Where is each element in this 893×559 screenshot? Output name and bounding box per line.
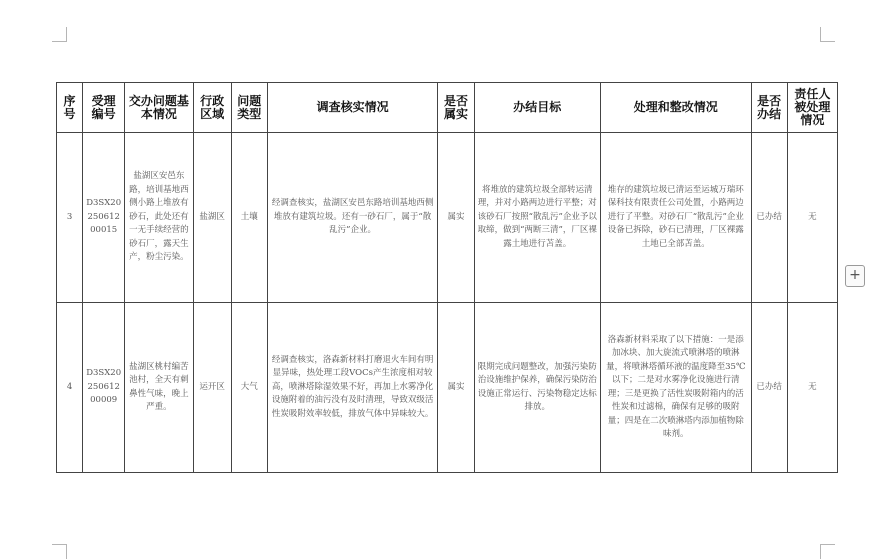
cell-accountability: 无 — [787, 133, 837, 303]
cell-investigation: 经调查核实，洛森新材料打磨退火车间有明显异味，热处理工段VOCs产生浓度相对较高，喷淋塔除湿效果不好，再加上水雾净化设施附着的油污没有及时清理，导致双级活性炭吸附效率较低，排放气体中异味较大。 — [267, 303, 438, 473]
header-goal: 办结目标 — [474, 83, 600, 133]
cell-verified: 属实 — [438, 303, 474, 473]
header-problem: 交办问题基本情况 — [125, 83, 193, 133]
cell-accountability: 无 — [787, 303, 837, 473]
cell-goal: 将堆放的建筑垃圾全部转运清理，并对小路两边进行平整；对该砂石厂按照“散乱污”企业予以取缔，做到“两断三清”，厂区裸露土地进行苫盖。 — [474, 133, 600, 303]
cell-seq: 3 — [57, 133, 83, 303]
cell-verified: 属实 — [438, 133, 474, 303]
header-handling: 处理和整改情况 — [601, 83, 752, 133]
cell-investigation: 经调查核实，盐湖区安邑东路培训基地西侧堆放有建筑垃圾。还有一砂石厂，属于“散乱污”企业。 — [267, 133, 438, 303]
cell-id: D3SX2025061200015 — [83, 133, 125, 303]
header-accountability: 责任人被处理情况 — [787, 83, 837, 133]
header-region: 行政区域 — [193, 83, 231, 133]
header-seq: 序号 — [57, 83, 83, 133]
page-corner-mark-top-right — [820, 27, 835, 42]
cell-type: 土壤 — [231, 133, 267, 303]
page-corner-mark-bottom-left — [52, 544, 67, 559]
header-verified: 是否属实 — [438, 83, 474, 133]
cell-id: D3SX2025061200009 — [83, 303, 125, 473]
add-row-button[interactable]: + — [845, 265, 865, 287]
cell-problem: 盐湖区安邑东路，培训基地西侧小路上堆放有砂石，此处还有一无手续经营的砂石厂，露天生产，粉尘污染。 — [125, 133, 193, 303]
cell-closed: 已办结 — [751, 133, 787, 303]
cell-handling: 洛森新材料采取了以下措施：一是添加冰块、加大旋流式喷淋塔的喷淋量，将喷淋塔循环液的温度降至35℃以下；二是对水雾净化设施进行清理；三是更换了活性炭吸附箱内的活性炭和过滤棉，确保有足够的吸附量；四是在二次喷淋塔内添加植物除味剂。 — [601, 303, 752, 473]
header-id: 受理编号 — [83, 83, 125, 133]
table-row — [57, 303, 838, 473]
inspection-table — [56, 82, 838, 473]
cell-seq: 4 — [57, 303, 83, 473]
cell-closed: 已办结 — [751, 303, 787, 473]
page-corner-mark-bottom-right — [820, 544, 835, 559]
cell-region: 运开区 — [193, 303, 231, 473]
cell-goal: 限期完成问题整改，加强污染防治设施维护保养，确保污染防治设施正常运行、污染物稳定达标排放。 — [474, 303, 600, 473]
header-investigation: 调查核实情况 — [267, 83, 438, 133]
cell-type: 大气 — [231, 303, 267, 473]
cell-handling: 堆存的建筑垃圾已清运至运城万瑞环保科技有限责任公司处置，小路两边进行了平整。对砂石厂“散乱污”企业设备已拆除，砂石已清理，厂区裸露土地已全部苫盖。 — [601, 133, 752, 303]
table-header-row — [57, 83, 838, 133]
header-type: 问题类型 — [231, 83, 267, 133]
cell-problem: 盐湖区桃村编苦池村，全天有刺鼻性气味，晚上严重。 — [125, 303, 193, 473]
page-corner-mark-top-left — [52, 27, 67, 42]
header-closed: 是否办结 — [751, 83, 787, 133]
table-row — [57, 133, 838, 303]
cell-region: 盐湖区 — [193, 133, 231, 303]
